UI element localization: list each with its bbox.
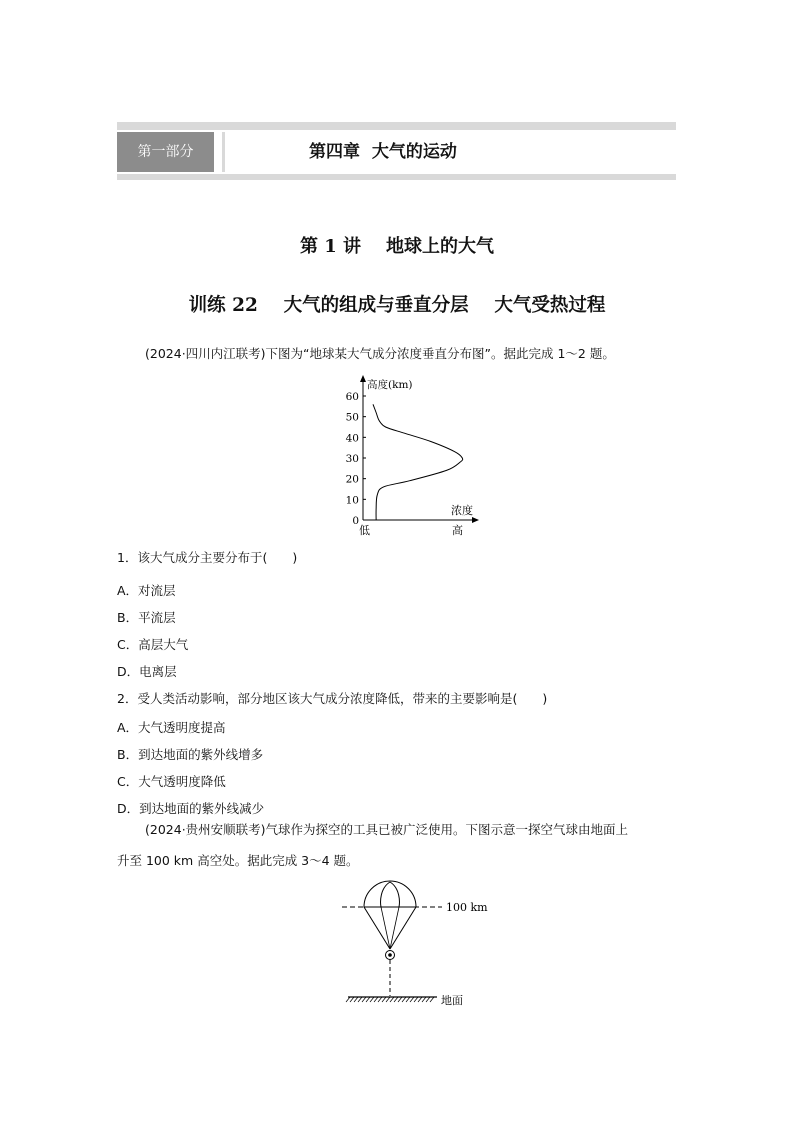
answer-option[interactable]: B．平流层 <box>117 610 176 625</box>
shroud-inner-right <box>390 907 399 949</box>
x-axis-arrow <box>472 517 479 523</box>
shroud-right <box>390 907 416 949</box>
training-title: 训练 22 大气的组成与垂直分层 大气受热过程 <box>188 295 606 316</box>
height-label: 100 km <box>446 901 488 914</box>
y-tick-label: 50 <box>345 411 359 424</box>
payload-dot <box>388 953 392 957</box>
y-tick-label: 0 <box>352 515 359 527</box>
shroud-inner-left <box>381 907 390 949</box>
chapter-header <box>117 122 676 180</box>
group2-intro-line2: 升至 100 km 高空处。据此完成 3～4 题。 <box>117 853 359 868</box>
header-top-rule <box>117 122 676 130</box>
group2-intro-line1: (2024·贵州安顺联考)气球作为探空的工具已被广泛使用。下图示意一探空气球由地面上 <box>145 822 629 837</box>
lecture-title: 第 1 讲 地球上的大气 <box>299 236 495 257</box>
y-axis-arrow <box>360 375 366 382</box>
answer-option[interactable]: A．大气透明度提高 <box>117 720 226 735</box>
x-high-label: 高 <box>452 524 463 537</box>
y-tick-label: 30 <box>345 453 359 465</box>
question-stem: 1．该大气成分主要分布于( ) <box>117 550 298 565</box>
question-stem: 2．受人类活动影响，部分地区该大气成分浓度降低，带来的主要影响是( ) <box>117 691 548 706</box>
answer-option[interactable]: A．对流层 <box>117 583 176 598</box>
part-label: 第一部分 <box>117 132 214 172</box>
y-axis-label: 高度(km) <box>367 379 413 391</box>
header-separator <box>222 132 225 172</box>
balloon-canopy <box>364 881 416 907</box>
y-tick-label: 40 <box>345 432 359 445</box>
concentration-chart <box>330 372 490 540</box>
concentration-curve <box>373 404 463 520</box>
y-tick-label: 20 <box>345 473 359 486</box>
answer-option[interactable]: C．大气透明度降低 <box>117 774 226 789</box>
x-axis-label: 浓度 <box>451 504 473 517</box>
y-tick-label: 60 <box>345 391 359 403</box>
y-tick-label: 10 <box>345 494 359 507</box>
ground-hatching <box>346 997 434 1002</box>
answer-option[interactable]: D．到达地面的紫外线减少 <box>117 801 265 816</box>
x-low-label: 低 <box>359 524 370 537</box>
answer-option[interactable]: D．电离层 <box>117 664 177 679</box>
group1-intro: (2024·四川内江联考)下图为“地球某大气成分浓度垂直分布图”。据此完成 1～2 题。 <box>145 346 615 361</box>
balloon-figure <box>340 874 500 1014</box>
ground-label: 地面 <box>441 994 463 1007</box>
chapter-title: 第四章 大气的运动 <box>309 142 457 162</box>
shroud-left <box>364 907 390 949</box>
answer-option[interactable]: B．到达地面的紫外线增多 <box>117 747 264 762</box>
answer-option[interactable]: C．高层大气 <box>117 637 189 652</box>
header-bottom-rule <box>117 174 676 180</box>
